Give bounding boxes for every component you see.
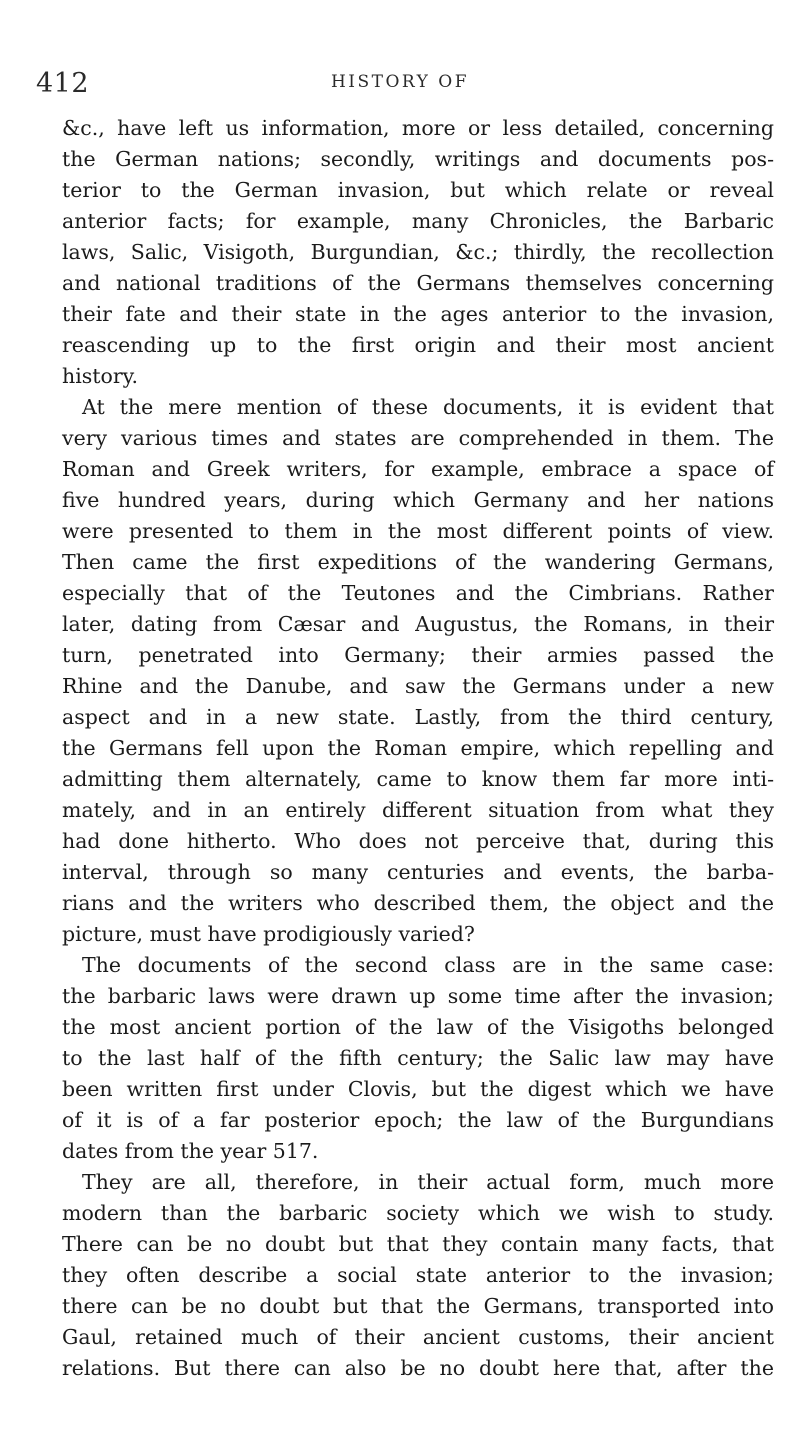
text-line: Roman and Greek writers, for example, embrace a space of bbox=[62, 457, 774, 481]
text-line: history. bbox=[62, 364, 139, 388]
text-line: the German nations; secondly, writings and documents pos- bbox=[62, 147, 774, 171]
text-line: picture, must have prodigiously varied? bbox=[62, 922, 475, 946]
text-line: Then came the first expeditions of the wandering Germans, bbox=[62, 550, 774, 574]
text-line: At the mere mention of these documents, it is evident that bbox=[82, 395, 774, 419]
text-line: The documents of the second class are in the same case: bbox=[82, 953, 774, 977]
text-line: the Germans fell upon the Roman empire, which repelling and bbox=[62, 736, 774, 760]
text-line: turn, penetrated into Germany; their armies passed the bbox=[62, 643, 774, 667]
text-line: five hundred years, during which Germany and her nations bbox=[62, 488, 774, 512]
text-line: relations. But there can also be no doubt here that, after the bbox=[62, 1356, 774, 1380]
text-line: interval, through so many centuries and events, the barba- bbox=[62, 860, 774, 884]
text-line: the barbaric laws were drawn up some time after the invasion; bbox=[62, 984, 774, 1008]
text-line: had done hitherto. Who does not perceive that, during this bbox=[62, 829, 774, 853]
text-line: terior to the German invasion, but which relate or reveal bbox=[62, 178, 774, 202]
text-line: modern than the barbaric society which we wish to study. bbox=[62, 1201, 774, 1225]
text-line: aspect and in a new state. Lastly, from the third century, bbox=[62, 705, 774, 729]
text-line: reascending up to the first origin and their most ancient bbox=[62, 333, 774, 357]
text-line: especially that of the Teutones and the Cimbrians. Rather bbox=[62, 581, 774, 605]
text-line: very various times and states are comprehended in them. The bbox=[62, 426, 774, 450]
running-head: HISTORY OF bbox=[330, 72, 470, 92]
text-line: dates from the year 517. bbox=[62, 1139, 319, 1163]
text-line: laws, Salic, Visigoth, Burgundian, &c.; thirdly, the recollection bbox=[62, 240, 774, 264]
text-line: there can be no doubt but that the Germans, transported into bbox=[62, 1294, 774, 1318]
text-line: admitting them alternately, came to know them far more inti- bbox=[62, 767, 774, 791]
body-text bbox=[62, 113, 774, 1384]
text-line: They are all, therefore, in their actual form, much more bbox=[82, 1170, 774, 1194]
text-line: of it is of a far posterior epoch; the law of the Burgundians bbox=[62, 1108, 774, 1132]
text-line: were presented to them in the most different points of view. bbox=[62, 519, 774, 543]
text-line: the most ancient portion of the law of the Visigoths belonged bbox=[62, 1015, 774, 1039]
text-line: been written first under Clovis, but the digest which we have bbox=[62, 1077, 774, 1101]
text-line: mately, and in an entirely different situation from what they bbox=[62, 798, 774, 822]
text-line: &c., have left us information, more or less detailed, concerning bbox=[62, 116, 774, 140]
text-line: they often describe a social state anterior to the invasion; bbox=[62, 1263, 774, 1287]
text-line: anterior facts; for example, many Chronicles, the Barbaric bbox=[62, 209, 774, 233]
text-line: There can be no doubt but that they contain many facts, that bbox=[62, 1232, 774, 1256]
page-number: 412 bbox=[36, 68, 90, 99]
text-line: rians and the writers who described them, the object and the bbox=[62, 891, 774, 915]
text-line: later, dating from Cæsar and Augustus, the Romans, in their bbox=[62, 612, 774, 636]
text-line: their fate and their state in the ages anterior to the invasion, bbox=[62, 302, 774, 326]
text-line: and national traditions of the Germans themselves concerning bbox=[62, 271, 774, 295]
text-line: to the last half of the fifth century; the Salic law may have bbox=[62, 1046, 774, 1070]
text-line: Rhine and the Danube, and saw the Germans under a new bbox=[62, 674, 774, 698]
text-line: Gaul, retained much of their ancient customs, their ancient bbox=[62, 1325, 774, 1349]
